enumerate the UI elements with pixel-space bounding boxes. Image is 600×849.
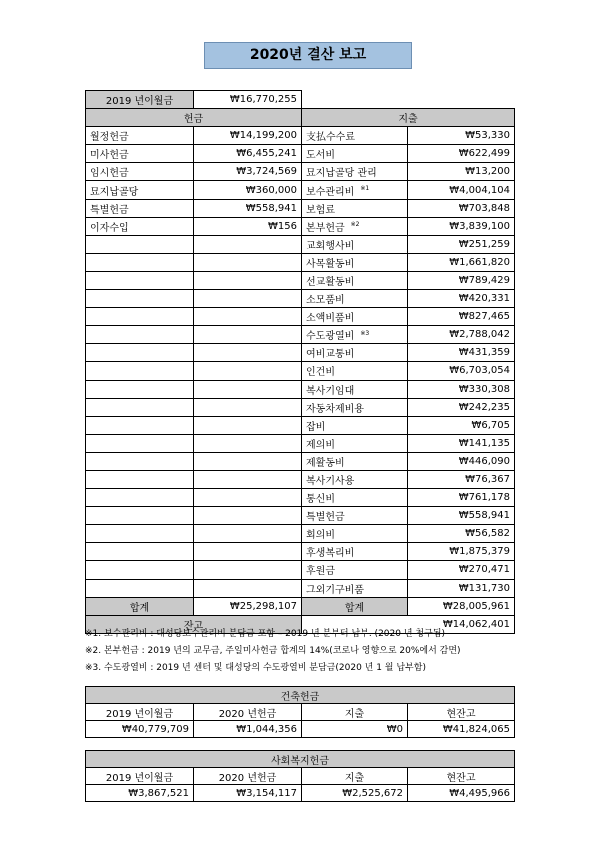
expense-label-text: 특별헌금 <box>306 512 345 524</box>
empty-cell <box>194 271 302 289</box>
expense-label-text: 후생복리비 <box>306 548 355 560</box>
expense-label <box>302 380 408 398</box>
empty-cell <box>86 416 194 434</box>
expense-total-value: ₩28,005,961 <box>408 597 515 615</box>
expense-label-text: 교회행사비 <box>306 240 355 252</box>
balance-value: ₩14,062,401 <box>302 615 515 633</box>
table-row <box>86 235 515 253</box>
expense-label-text: 도서비 <box>306 150 335 162</box>
table-row <box>86 470 515 488</box>
expense-label-text: 복사기임대 <box>306 385 355 397</box>
section-header-row <box>86 109 515 127</box>
table-row <box>86 380 515 398</box>
welfare-fund-table <box>85 750 515 802</box>
welfare-fund-header: 2019 년이월금 <box>86 768 194 785</box>
empty-cell <box>194 434 302 452</box>
expense-label <box>302 145 408 163</box>
income-label: 미사헌금 <box>86 145 194 163</box>
empty-cell <box>194 470 302 488</box>
welfare-fund-header: 2020 년헌금 <box>194 768 302 785</box>
welfare-fund-header: 현잔고 <box>408 768 515 785</box>
income-value: ₩360,000 <box>194 181 302 199</box>
expense-label <box>302 163 408 181</box>
expense-label-text: 보수관리비 <box>306 186 355 198</box>
empty-cell <box>86 308 194 326</box>
expense-label <box>302 217 408 235</box>
table-row <box>86 326 515 344</box>
expense-label <box>302 235 408 253</box>
income-value: ₩6,455,241 <box>194 145 302 163</box>
expense-label <box>302 326 408 344</box>
empty-cell <box>194 452 302 470</box>
empty-cell <box>86 489 194 507</box>
building-fund-value: ₩0 <box>302 721 408 738</box>
income-total-value: ₩25,298,107 <box>194 597 302 615</box>
table-row <box>86 525 515 543</box>
empty-cell <box>86 271 194 289</box>
expense-label <box>302 416 408 434</box>
expense-value: ₩141,135 <box>408 434 515 452</box>
empty-cell <box>86 344 194 362</box>
expense-label-text: 묘지납골당 관리 <box>306 168 377 180</box>
expense-label-text: 사목활동비 <box>306 258 355 270</box>
empty-cell <box>194 308 302 326</box>
empty-cell <box>86 543 194 561</box>
income-label: 이자수입 <box>86 217 194 235</box>
table-row <box>86 452 515 470</box>
welfare-fund-value: ₩3,867,521 <box>86 785 194 802</box>
table-row <box>86 398 515 416</box>
building-fund-value: ₩1,044,356 <box>194 721 302 738</box>
expense-value: ₩6,703,054 <box>408 362 515 380</box>
empty-cell <box>86 434 194 452</box>
empty-cell <box>194 344 302 362</box>
empty-cell <box>86 579 194 597</box>
expense-value: ₩76,367 <box>408 470 515 488</box>
expense-value: ₩4,004,104 <box>408 181 515 199</box>
income-value: ₩558,941 <box>194 199 302 217</box>
income-value: ₩14,199,200 <box>194 127 302 145</box>
building-fund-table <box>85 686 515 738</box>
table-row <box>86 181 515 199</box>
footnote-1: ※1. 보수관리비 : 대성당보수관리비 분담금 포함 – 2019 년 분부터 납부. (2020 년 청구됨) <box>85 629 445 639</box>
expense-value: ₩789,429 <box>408 271 515 289</box>
expense-value: ₩6,705 <box>408 416 515 434</box>
expense-label-text: 복사기사용 <box>306 476 355 488</box>
expense-label-text: 회의비 <box>306 530 335 542</box>
expense-value: ₩330,308 <box>408 380 515 398</box>
expense-value: ₩622,499 <box>408 145 515 163</box>
building-fund-header: 2019 년이월금 <box>86 704 194 721</box>
expense-value: ₩1,875,379 <box>408 543 515 561</box>
empty-cell <box>194 398 302 416</box>
income-header: 헌금 <box>86 109 302 127</box>
income-total-label: 합계 <box>86 597 194 615</box>
expense-label <box>302 470 408 488</box>
expense-label <box>302 489 408 507</box>
table-row <box>86 362 515 380</box>
welfare-fund-value: ₩4,495,966 <box>408 785 515 802</box>
expense-label <box>302 271 408 289</box>
expense-label-text: 소액비품비 <box>306 313 355 325</box>
expense-label <box>302 308 408 326</box>
empty-cell <box>194 489 302 507</box>
expense-label <box>302 253 408 271</box>
table-row <box>86 308 515 326</box>
expense-label-text: 본부헌금 <box>306 222 345 234</box>
expense-label-text: 제활동비 <box>306 457 345 469</box>
expense-label <box>302 199 408 217</box>
empty-cell <box>194 507 302 525</box>
empty-cell <box>86 470 194 488</box>
expense-value: ₩242,235 <box>408 398 515 416</box>
table-row <box>86 253 515 271</box>
empty-cell <box>86 253 194 271</box>
empty-cell <box>86 452 194 470</box>
expense-label-text: 소모품비 <box>306 295 345 307</box>
income-label: 임시헌금 <box>86 163 194 181</box>
empty-cell <box>194 416 302 434</box>
table-row <box>86 127 515 145</box>
empty-cell <box>86 235 194 253</box>
table-row <box>86 579 515 597</box>
expense-label <box>302 452 408 470</box>
footnote-2: ※2. 본부헌금 : 2019 년의 교무금, 주일미사헌금 합계의 14%(코로나 영향으로 20%에서 감면) <box>85 646 461 656</box>
expense-label-text: 후원금 <box>306 566 335 578</box>
table-row <box>86 163 515 181</box>
expense-value: ₩827,465 <box>408 308 515 326</box>
empty-cell <box>86 290 194 308</box>
totals-row <box>86 597 515 615</box>
table-row <box>86 290 515 308</box>
expense-value: ₩431,359 <box>408 344 515 362</box>
expense-value: ₩446,090 <box>408 452 515 470</box>
empty-cell <box>194 253 302 271</box>
footnotes <box>85 626 461 677</box>
empty-cell <box>194 362 302 380</box>
empty-cell <box>86 326 194 344</box>
welfare-fund-value: ₩2,525,672 <box>302 785 408 802</box>
expense-label <box>302 507 408 525</box>
income-label: 월정헌금 <box>86 127 194 145</box>
expense-value: ₩3,839,100 <box>408 217 515 235</box>
expense-label-text: 자동차제비용 <box>306 403 364 415</box>
welfare-fund-header: 지출 <box>302 768 408 785</box>
carryover-label: 2019 년이월금 <box>86 91 194 109</box>
expense-label-text: 수도광열비 <box>306 331 355 343</box>
expense-label-text: 支払수수료 <box>306 132 355 144</box>
income-value: ₩3,724,569 <box>194 163 302 181</box>
expense-label <box>302 290 408 308</box>
empty-cell <box>194 290 302 308</box>
empty-cell <box>194 579 302 597</box>
footnote-marker: ※2 <box>350 221 360 229</box>
footnote-marker: ※1 <box>360 185 370 193</box>
building-fund-title: 건축헌금 <box>86 687 515 704</box>
table-row <box>86 434 515 452</box>
expense-label <box>302 127 408 145</box>
building-fund-value: ₩40,779,709 <box>86 721 194 738</box>
empty-cell <box>194 326 302 344</box>
expense-label <box>302 181 408 199</box>
expense-value: ₩558,941 <box>408 507 515 525</box>
table-row <box>86 507 515 525</box>
welfare-fund-value: ₩3,154,117 <box>194 785 302 802</box>
empty-cell <box>194 380 302 398</box>
expense-label-text: 인건비 <box>306 367 335 379</box>
table-row <box>86 217 515 235</box>
empty-cell <box>86 525 194 543</box>
expense-label-text: 선교활동비 <box>306 276 355 288</box>
expense-value: ₩2,788,042 <box>408 326 515 344</box>
expense-value: ₩13,200 <box>408 163 515 181</box>
expense-label-text: 통신비 <box>306 494 335 506</box>
table-row <box>86 145 515 163</box>
welfare-fund-title: 사회복지헌금 <box>86 751 515 768</box>
empty-cell <box>194 235 302 253</box>
expense-label <box>302 344 408 362</box>
expense-value: ₩1,661,820 <box>408 253 515 271</box>
expense-value: ₩251,259 <box>408 235 515 253</box>
table-row <box>86 199 515 217</box>
table-row <box>86 271 515 289</box>
expense-value: ₩270,471 <box>408 561 515 579</box>
expense-label-text: 그외기구비품 <box>306 584 364 596</box>
expense-label <box>302 362 408 380</box>
footnote-marker: ※3 <box>360 329 370 337</box>
expense-value: ₩53,330 <box>408 127 515 145</box>
building-fund-header: 지출 <box>302 704 408 721</box>
empty-cell <box>86 380 194 398</box>
expense-label-text: 잡비 <box>306 421 326 433</box>
table-row <box>86 344 515 362</box>
expense-header: 지출 <box>302 109 515 127</box>
expense-label <box>302 525 408 543</box>
income-label: 특별헌금 <box>86 199 194 217</box>
expense-label <box>302 561 408 579</box>
expense-value: ₩703,848 <box>408 199 515 217</box>
settlement-table <box>85 90 515 634</box>
income-value: ₩156 <box>194 217 302 235</box>
table-row <box>86 561 515 579</box>
report-title: 2020년 결산 보고 <box>204 42 412 69</box>
table-row <box>86 416 515 434</box>
empty-cell <box>86 398 194 416</box>
empty-cell <box>86 561 194 579</box>
carryover-row <box>86 91 515 109</box>
building-fund-header: 현잔고 <box>408 704 515 721</box>
income-label: 묘지납골당 <box>86 181 194 199</box>
footnote-3: ※3. 수도광열비 : 2019 년 센터 및 대성당의 수도광열비 분담금(2020 년 1 월 납부함) <box>85 663 426 673</box>
carryover-value: ₩16,770,255 <box>194 91 302 109</box>
empty-cell <box>194 561 302 579</box>
expense-label-text: 여비교통비 <box>306 349 355 361</box>
expense-label <box>302 398 408 416</box>
expense-label <box>302 543 408 561</box>
empty-cell <box>86 362 194 380</box>
balance-label: 잔고 <box>86 615 302 633</box>
expense-value: ₩131,730 <box>408 579 515 597</box>
empty-cell <box>194 525 302 543</box>
expense-value: ₩761,178 <box>408 489 515 507</box>
expense-total-label: 합계 <box>302 597 408 615</box>
expense-label-text: 제의비 <box>306 439 335 451</box>
expense-label <box>302 434 408 452</box>
table-row <box>86 543 515 561</box>
expense-value: ₩420,331 <box>408 290 515 308</box>
table-row <box>86 489 515 507</box>
expense-label-text: 보험료 <box>306 204 335 216</box>
expense-value: ₩56,582 <box>408 525 515 543</box>
building-fund-value: ₩41,824,065 <box>408 721 515 738</box>
empty-cell <box>86 507 194 525</box>
building-fund-header: 2020 년헌금 <box>194 704 302 721</box>
expense-label <box>302 579 408 597</box>
empty-cell <box>194 543 302 561</box>
